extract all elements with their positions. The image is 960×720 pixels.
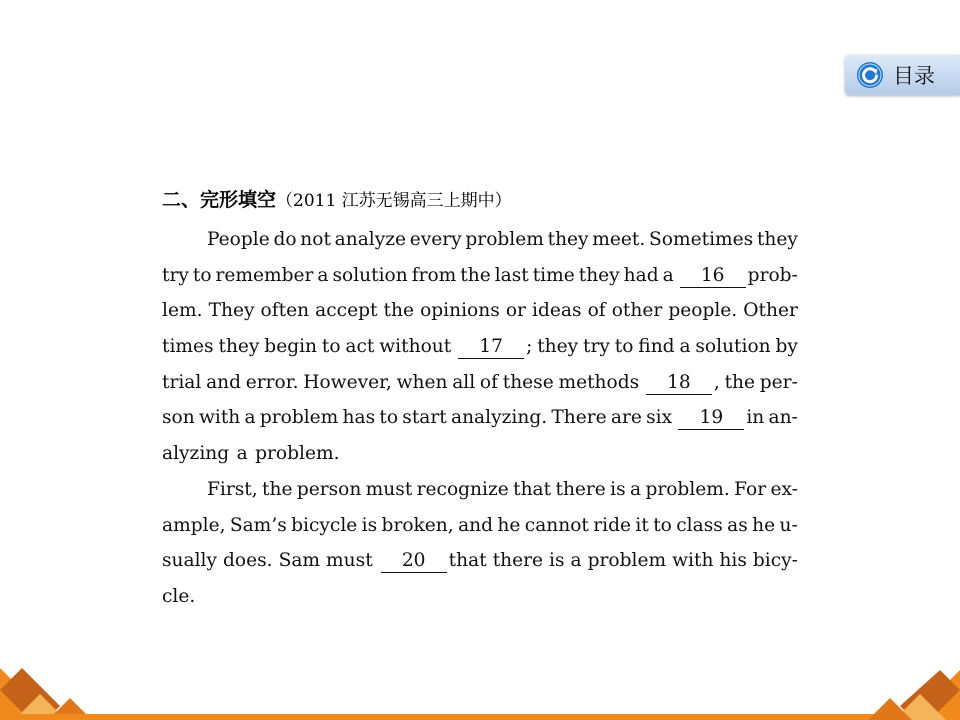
paragraph-2 xyxy=(162,472,798,615)
word: u- xyxy=(779,514,798,536)
word: People xyxy=(207,229,270,250)
word: often xyxy=(260,300,310,322)
cloze-section xyxy=(162,186,798,615)
word: solution xyxy=(332,264,408,286)
text-line xyxy=(162,508,798,544)
word: they xyxy=(578,264,620,286)
word: from xyxy=(411,264,457,286)
word: broken, xyxy=(381,514,454,536)
word: other xyxy=(611,300,663,322)
word: with xyxy=(672,550,714,572)
word: a xyxy=(630,478,642,500)
word: every xyxy=(409,229,462,250)
word: problem xyxy=(587,550,667,572)
word: begin xyxy=(264,336,318,358)
word: accept xyxy=(315,300,378,322)
word: and xyxy=(458,514,494,536)
word: a xyxy=(317,264,329,286)
word: analyze xyxy=(334,229,407,250)
word: the xyxy=(383,300,414,322)
word: an- xyxy=(768,407,798,429)
word: these xyxy=(502,371,554,393)
word: opinions xyxy=(420,300,500,322)
word: ex- xyxy=(770,478,798,500)
word: to xyxy=(192,264,212,286)
text-line xyxy=(162,329,798,365)
word: 17 ; xyxy=(456,329,532,365)
word: solution xyxy=(695,336,771,358)
text-line xyxy=(162,400,798,436)
word: a xyxy=(244,407,256,429)
word: with xyxy=(198,407,241,429)
word: act xyxy=(345,336,375,358)
word: to xyxy=(653,514,672,536)
word: However, xyxy=(303,371,392,393)
word: bicycle xyxy=(291,514,358,536)
word: Other xyxy=(743,300,798,322)
word: First, xyxy=(207,478,258,500)
word: as xyxy=(727,514,748,536)
word: problem xyxy=(259,407,339,429)
left-corner-ornament xyxy=(0,668,92,720)
word: class xyxy=(676,514,723,536)
word: must xyxy=(326,550,373,572)
word: remember xyxy=(215,264,314,286)
word: people. xyxy=(668,300,738,322)
word: of xyxy=(587,300,606,322)
word: problem xyxy=(465,229,544,250)
word: last xyxy=(494,264,529,286)
word: is xyxy=(610,478,626,500)
section-heading xyxy=(162,186,798,215)
word: find xyxy=(638,336,675,358)
word: problem. xyxy=(255,443,340,465)
word: try xyxy=(583,336,610,358)
answer-blank[interactable]: 17 xyxy=(458,336,524,359)
word: cannot xyxy=(524,514,589,536)
word: bicy- xyxy=(752,550,798,572)
word: and xyxy=(206,371,242,393)
text-line xyxy=(162,472,798,508)
word: cle. xyxy=(162,585,196,607)
word: They xyxy=(208,300,255,322)
word: are xyxy=(610,407,642,429)
word: 18 , xyxy=(644,365,720,401)
word: the xyxy=(724,371,756,393)
answer-blank[interactable]: 16 xyxy=(680,265,746,288)
word: ride xyxy=(593,514,632,536)
word: do xyxy=(273,229,297,250)
paragraph-1 xyxy=(162,222,798,472)
text-line xyxy=(162,436,798,472)
word: without xyxy=(379,336,452,358)
word: 20 that xyxy=(379,543,487,579)
word: that xyxy=(513,478,552,500)
word: they xyxy=(547,229,589,250)
word: trial xyxy=(162,371,202,393)
answer-blank[interactable]: 20 xyxy=(381,550,447,573)
word: by xyxy=(775,336,798,358)
word: does. xyxy=(223,550,273,572)
word: must xyxy=(365,478,413,500)
word: the xyxy=(262,478,293,500)
text-line xyxy=(162,258,798,294)
word: time xyxy=(532,264,575,286)
toc-label: 目录 xyxy=(893,64,935,88)
word: or xyxy=(505,300,526,322)
word: is xyxy=(361,514,378,536)
word: ideas xyxy=(532,300,582,322)
table-of-contents-button[interactable] xyxy=(845,55,960,95)
word: he xyxy=(752,514,776,536)
word: analyzing. xyxy=(451,407,548,429)
text-line xyxy=(162,365,798,401)
word: methods xyxy=(558,371,640,393)
word: the xyxy=(460,264,491,286)
word: they xyxy=(537,336,579,358)
right-corner-ornament xyxy=(868,670,960,720)
word: it xyxy=(635,514,649,536)
word: is xyxy=(549,550,565,572)
word: times xyxy=(162,336,214,358)
word: not xyxy=(300,229,331,250)
word: a xyxy=(236,443,248,465)
word: sually xyxy=(162,550,218,572)
section-source: （2011 江苏无锡高三上期中） xyxy=(276,191,512,211)
word: of xyxy=(479,371,498,393)
word: person xyxy=(296,478,362,500)
word: recognize xyxy=(416,478,509,500)
word: alyzing xyxy=(162,443,230,465)
word: has xyxy=(342,407,376,429)
answer-blank[interactable]: 18 xyxy=(646,372,712,395)
word: he xyxy=(497,514,521,536)
word: all xyxy=(452,371,476,393)
text-line xyxy=(162,293,798,329)
word: try xyxy=(162,264,189,286)
word: son xyxy=(162,407,195,429)
word: error. xyxy=(245,371,299,393)
text-line xyxy=(162,579,798,615)
section-title: 二、完形填空 xyxy=(162,189,277,211)
word: per- xyxy=(759,371,798,393)
word: problem. xyxy=(645,478,730,500)
word: lem. xyxy=(162,300,203,322)
word: six xyxy=(646,407,673,429)
word: a xyxy=(662,264,674,286)
word: to xyxy=(614,336,634,358)
word: Sam’s xyxy=(229,514,287,536)
word: there xyxy=(555,478,606,500)
word: to xyxy=(379,407,399,429)
word: his xyxy=(719,550,747,572)
text-line xyxy=(162,222,798,258)
word: 19 in xyxy=(676,400,764,436)
word: they xyxy=(756,229,798,250)
word: Sam xyxy=(278,550,321,572)
word: Sometimes xyxy=(649,229,754,250)
word: when xyxy=(396,371,448,393)
word: start xyxy=(402,407,447,429)
word: to xyxy=(321,336,341,358)
word: a xyxy=(570,550,582,572)
word: For xyxy=(734,478,767,500)
text-line xyxy=(162,543,798,579)
word: There xyxy=(551,407,607,429)
word: 16 prob- xyxy=(678,258,798,294)
word: a xyxy=(679,336,691,358)
answer-blank[interactable]: 19 xyxy=(678,407,744,430)
word: ample, xyxy=(162,514,226,536)
circular-arrow-icon xyxy=(856,61,884,89)
word: they xyxy=(218,336,260,358)
word: meet. xyxy=(592,229,646,250)
word: there xyxy=(492,550,544,572)
word: had xyxy=(623,264,659,286)
